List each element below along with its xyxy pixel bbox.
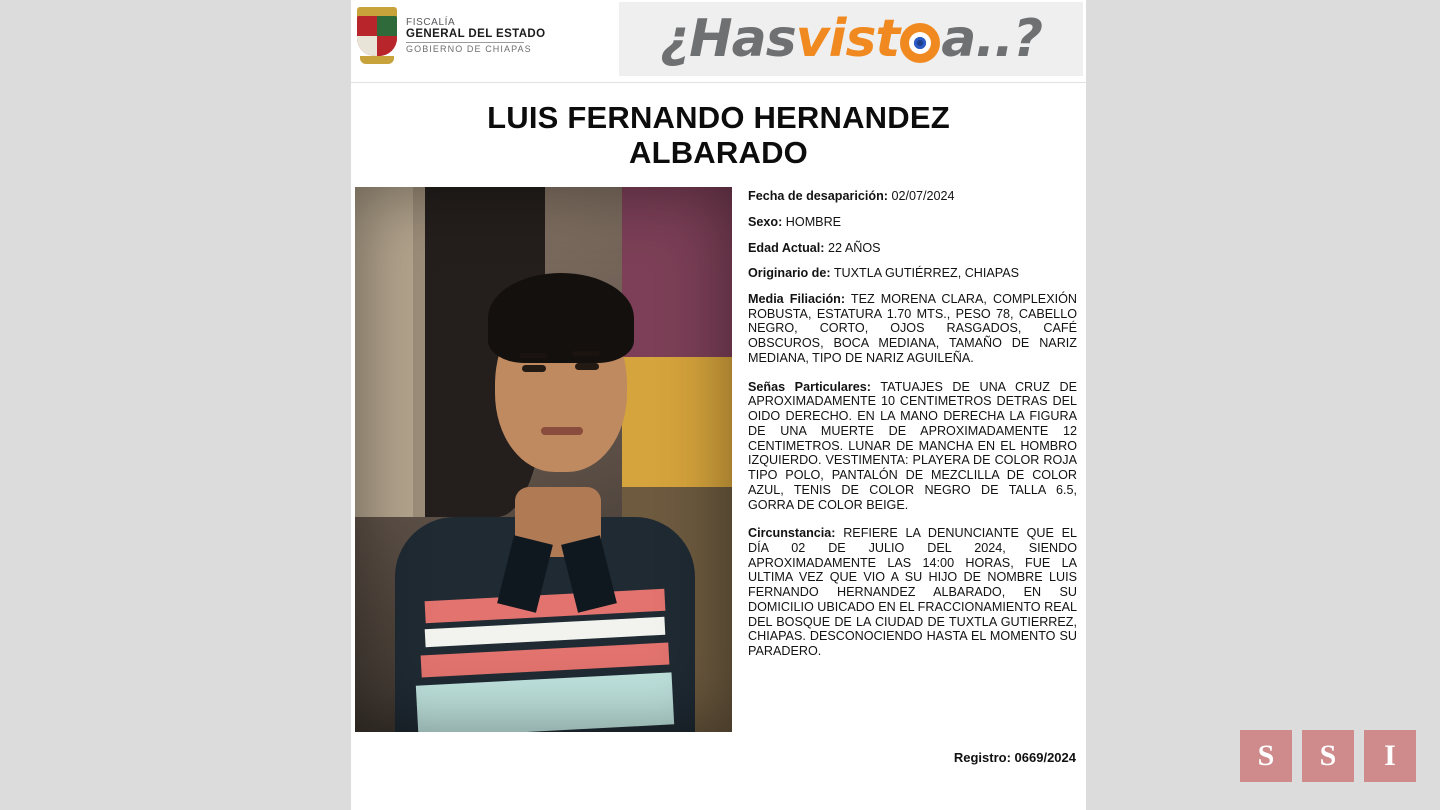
org-line-1: FISCALÍA [406,16,456,28]
ssi-letter-3: I [1364,730,1416,782]
field-circunstancia [748,526,1077,659]
banner-part-1: ¿Has [659,9,796,69]
field-label: Fecha de desaparición: [748,189,888,204]
field-sexo [748,215,1077,230]
poster-body [351,170,1086,732]
field-value: TEZ MORENA CLARA, COMPLEXIÓN ROBUSTA, ESTATURA 1.70 MTS., PESO 78, CABELLO NEGRO, CORTO, OJOS RASGADOS, CAFÉ OBSCUROS, BOCA MEDIANA, TAMAÑO DE NARIZ MEDIANA, TIPO DE NARIZ AGUILEÑA. [748,291,1077,365]
ssi-watermark [1240,730,1416,782]
person-photo [355,187,732,732]
registro-value: 0669/2024 [1014,750,1076,766]
registro-line [351,732,1086,765]
field-value: TUXTLA GUTIÉRREZ, CHIAPAS [833,266,1020,281]
field-label: Originario de: [748,266,831,281]
logo-divider [406,42,524,43]
field-label: Edad Actual: [748,240,825,255]
field-edad-actual [748,241,1077,256]
registro-label: Registro: [953,750,1011,766]
banner-part-3: a..? [941,9,1043,69]
field-media-filiacion [748,292,1077,366]
ssi-letter-2: S [1302,730,1354,782]
field-label: Sexo: [748,214,783,229]
person-details [748,187,1077,732]
org-line-2: GENERAL DEL ESTADO [406,28,546,40]
field-value: HOMBRE [785,214,842,229]
org-line-3: GOBIERNO DE CHIAPAS [406,44,532,55]
field-value: TATUAJES DE UNA CRUZ DE APROXIMADAMENTE 10 CENTIMETROS DETRAS DEL OIDO DERECHO. EN LA MANO DERECHA LA FIGURA DE UNA MUERTE DE APROXIMADAMENTE 12 CENTIMETROS. LUNAR DE MANCHA EN EL HOMBRO IZQUIERDO. VESTIMENTA: PLAYERA DE COLOR ROJA TIPO POLO, PANTALÓN DE MEZCLILLA DE COLOR AZUL, TENIS DE COLOR NEGRO DE TALLA 6.5, GORRA DE COLOR BEIGE. [748,379,1077,512]
has-visto-banner [619,2,1083,76]
org-name [406,18,545,55]
ssi-letter-1: S [1240,730,1292,782]
field-value: REFIERE LA DENUNCIANTE QUE EL DÍA 02 DE JULIO DEL 2024, SIENDO APROXIMADAMENTE LAS 14:00 HORAS, FUE LA ULTIMA VEZ QUE VIO A SU HIJO DE NOMBRE LUIS FERNANDO HERNANDEZ ALBARADO, EN SU DOMICILIO UBICADO EN EL FRACCIONAMIENTO REAL DEL BOSQUE DE LA CIUDAD DE TUXTLA GUTIERREZ, CHIAPAS. DESCONOCIENDO HASTA EL MOMENTO SU PARADERO. [748,526,1077,659]
fiscalia-logo [354,7,545,65]
banner-part-2: vist [795,9,900,69]
poster-header [351,0,1086,83]
field-value: 02/07/2024 [891,189,955,204]
coat-of-arms-icon [354,7,400,65]
field-senas-particulares [748,380,1077,513]
field-label: Señas Particulares: [748,379,871,394]
field-value: 22 AÑOS [828,240,881,255]
field-originario-de [748,266,1077,281]
field-label: Circunstancia: [748,526,836,541]
missing-person-poster [351,0,1086,810]
field-fecha-desaparicion [748,189,1077,204]
page-title: LUIS FERNANDO HERNANDEZ ALBARADO [487,100,950,171]
field-label: Media Filiación: [748,291,846,306]
eye-icon [900,23,940,63]
